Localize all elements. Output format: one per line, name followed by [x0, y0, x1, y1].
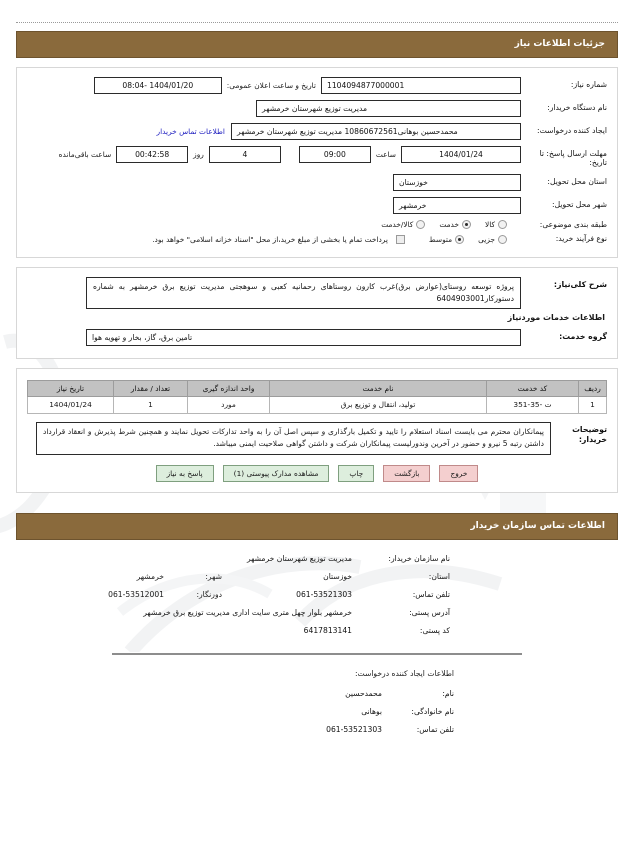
row-creator — [27, 123, 607, 140]
buyer-notes-field[interactable]: پیمانکاران محترم می بایست اسناد استعلام را تایید و تکمیل بارگذاری و سپس اصل آن را به واحد تدارکات تحویل نمایند و همچنین شرط پذیرش و انعقاد قرارداد داشتن رتبه 5 نیرو و حضور در آخرین وندورلیست پیمانکاران شرکت و داشتن گواهی صلاحیت ایمنی میباشد. — [36, 422, 551, 455]
contact-province-label: استان: — [428, 571, 450, 581]
buyer-org-field[interactable]: مدیریت توزیع شهرستان خرمشهر — [256, 100, 521, 117]
creator-phone-value: 061-53521303 — [326, 724, 382, 734]
col-need-date: تاریخ نیاز — [28, 380, 114, 396]
respond-to-need-button[interactable]: پاسخ به نیاز — [156, 465, 214, 482]
contact-city-label: شهر: — [205, 571, 222, 581]
row-category — [27, 220, 607, 229]
remaining-time-field[interactable]: 00:42:58 — [116, 146, 188, 163]
col-code: کد خدمت — [487, 380, 579, 396]
deadline-label: مهلت ارسال پاسخ: تا تاریخ: — [539, 149, 607, 168]
contact-city-value: خرمشهر — [136, 571, 164, 581]
creator-name-value: محمدحسین — [345, 688, 382, 698]
buyer-contact-link[interactable]: اطلاعات تماس خریدار — [156, 127, 225, 136]
creator-row-name — [12, 689, 454, 698]
back-button[interactable]: بازگشت — [383, 465, 430, 482]
row-process-type — [27, 234, 607, 243]
need-number-field[interactable]: 1104094877000001 — [321, 77, 521, 94]
creator-row-phone — [12, 725, 454, 734]
contact-province-value: خوزستان — [323, 571, 352, 581]
creator-family-value: بوهانی — [361, 706, 382, 716]
cell-need-date: 1404/01/24 — [28, 396, 114, 413]
service-group-label: گروه خدمت: — [559, 331, 607, 341]
summary-card — [16, 267, 618, 359]
page-container — [0, 22, 634, 734]
creator-row-family — [12, 707, 454, 716]
radio-process-jozi[interactable] — [478, 235, 507, 244]
contact-fax-value: 061-53512001 — [108, 589, 164, 599]
creator-section-title: اطلاعات ایجاد کننده درخواست: — [354, 668, 454, 678]
treasury-checkbox-icon[interactable] — [396, 235, 405, 244]
print-button[interactable]: چاپ — [338, 465, 374, 482]
services-table — [27, 380, 607, 414]
contact-row-province — [16, 572, 450, 581]
creator-info-block — [12, 669, 622, 734]
col-unit: واحد اندازه گیری — [188, 380, 270, 396]
contact-address-label: آدرس پستی: — [409, 607, 450, 617]
row-need-number — [27, 77, 607, 94]
contact-address-value: خرمشهر بلوار چهل متری سایت اداری مدیریت توزیع برق خرمشهر — [143, 607, 352, 617]
remaining-days-field[interactable]: 4 — [209, 146, 281, 163]
buyer-notes-label: توضیحات خریدار: — [572, 424, 607, 444]
cell-unit: مورد — [188, 396, 270, 413]
city-label: شهر محل تحویل: — [552, 199, 607, 209]
radio-label-motevaset: متوسط — [428, 234, 453, 244]
col-radif: ردیف — [579, 380, 607, 396]
city-field[interactable]: خرمشهر — [393, 197, 521, 214]
radio-icon-kala[interactable] — [498, 220, 507, 229]
creator-label: ایجاد کننده درخواست: — [537, 126, 607, 135]
view-attachments-button[interactable]: مشاهده مدارک پیوستی (1) — [223, 465, 330, 482]
summary-label: شرح کلی‌نیاز: — [553, 279, 607, 289]
contact-row-org — [16, 554, 450, 563]
cell-code: ت -35-351 — [487, 396, 579, 413]
row-summary — [27, 277, 607, 309]
contact-org-value: مدیریت توزیع شهرستان خرمشهر — [246, 553, 352, 563]
remaining-time-label: ساعت باقی‌مانده — [58, 150, 112, 159]
need-details-card — [16, 67, 618, 258]
row-buyer-notes — [27, 422, 607, 455]
remaining-days-label: روز — [193, 150, 204, 159]
services-table-card — [16, 368, 618, 493]
section-divider — [112, 653, 522, 655]
radio-category-kala-khedmat[interactable] — [381, 220, 425, 229]
cell-name: تولید، انتقال و توزیع برق — [270, 396, 487, 413]
table-row[interactable] — [28, 396, 607, 413]
cell-radif: 1 — [579, 396, 607, 413]
radio-icon-kala-khedmat[interactable] — [416, 220, 425, 229]
radio-label-jozi: جزیی — [478, 234, 495, 244]
contact-postcode-value: 6417813141 — [303, 625, 352, 635]
province-field[interactable]: خوزستان — [393, 174, 521, 191]
radio-icon-khedmat[interactable] — [462, 220, 471, 229]
creator-family-label: نام خانوادگی: — [411, 706, 454, 716]
exit-button[interactable]: خروج — [439, 465, 478, 482]
radio-label-kala-khedmat: کالا/خدمت — [381, 220, 414, 230]
need-number-label: شماره نیاز: — [570, 80, 607, 89]
treasury-checkbox-label: پرداخت تمام یا بخشی از مبلغ خرید،از محل "اسناد خزانه اسلامی" خواهد بود. — [152, 234, 388, 244]
announce-datetime-field[interactable]: 1404/01/20 -08:04 — [94, 77, 222, 94]
contact-postcode-label: کد پستی: — [419, 625, 450, 635]
contact-fax-label: دورنگار: — [196, 589, 222, 599]
row-province — [27, 174, 607, 191]
treasury-checkbox-group[interactable] — [152, 235, 405, 244]
creator-phone-label: تلفن تماس: — [416, 724, 454, 734]
col-qty: تعداد / مقدار — [114, 380, 188, 396]
contact-row-phone — [16, 590, 450, 599]
contact-phone-value: 061-53521303 — [296, 589, 352, 599]
contact-row-postcode — [16, 626, 450, 635]
deadline-date-field[interactable]: 1404/01/24 — [401, 146, 521, 163]
row-buyer-org — [27, 100, 607, 117]
category-label: طبقه بندی موضوعی: — [539, 219, 607, 229]
col-name: نام خدمت — [270, 380, 487, 396]
table-header-row — [28, 380, 607, 396]
radio-label-khedmat: خدمت — [439, 220, 459, 230]
contact-org-label: نام سازمان خریدار: — [388, 553, 450, 563]
services-section-title: اطلاعات خدمات موردنیاز — [507, 312, 605, 322]
radio-category-khedmat[interactable] — [439, 220, 471, 229]
cell-qty: 1 — [114, 396, 188, 413]
contact-row-address — [16, 608, 450, 617]
top-divider — [16, 22, 618, 23]
creator-name-label: نام: — [442, 688, 454, 698]
radio-icon-motevaset[interactable] — [455, 235, 464, 244]
radio-icon-jozi[interactable] — [498, 235, 507, 244]
service-group-field[interactable]: تامین برق، گاز، بخار و تهویه هوا — [86, 329, 521, 346]
radio-process-motevaset[interactable] — [429, 235, 464, 244]
deadline-hour-label: ساعت — [375, 150, 396, 159]
row-city — [27, 197, 607, 214]
contact-info-block — [16, 554, 618, 635]
buyer-org-label: نام دستگاه خریدار: — [547, 103, 607, 112]
radio-category-kala[interactable] — [485, 220, 507, 229]
announce-label: تاریخ و ساعت اعلان عمومی: — [226, 81, 316, 90]
deadline-hour-field[interactable]: 09:00 — [299, 146, 371, 163]
action-button-bar — [27, 465, 607, 482]
row-service-group — [27, 329, 607, 346]
contact-phone-label: تلفن تماس: — [412, 589, 450, 599]
creator-field[interactable]: محمدحسین بوهانی10860672561 مدیریت توزیع شهرستان خرمشهر — [231, 123, 521, 140]
radio-label-kala: کالا — [485, 220, 495, 230]
summary-field[interactable]: پروژه توسعه روستای(عوارض برق)غرب کارون روستاهای رحمانیه کعبی و سوهجتی مدیریت توزیع برق خرمشهر به شماره دستورکار6404903001 — [86, 277, 521, 309]
section-header-need-details: جزئیات اطلاعات نیاز — [16, 31, 618, 58]
section-header-contact: اطلاعات تماس سازمان خریدار — [16, 513, 618, 540]
process-label: نوع فرآیند خرید: — [555, 234, 607, 244]
province-label: استان محل تحویل: — [547, 176, 607, 186]
row-deadline — [27, 146, 607, 168]
